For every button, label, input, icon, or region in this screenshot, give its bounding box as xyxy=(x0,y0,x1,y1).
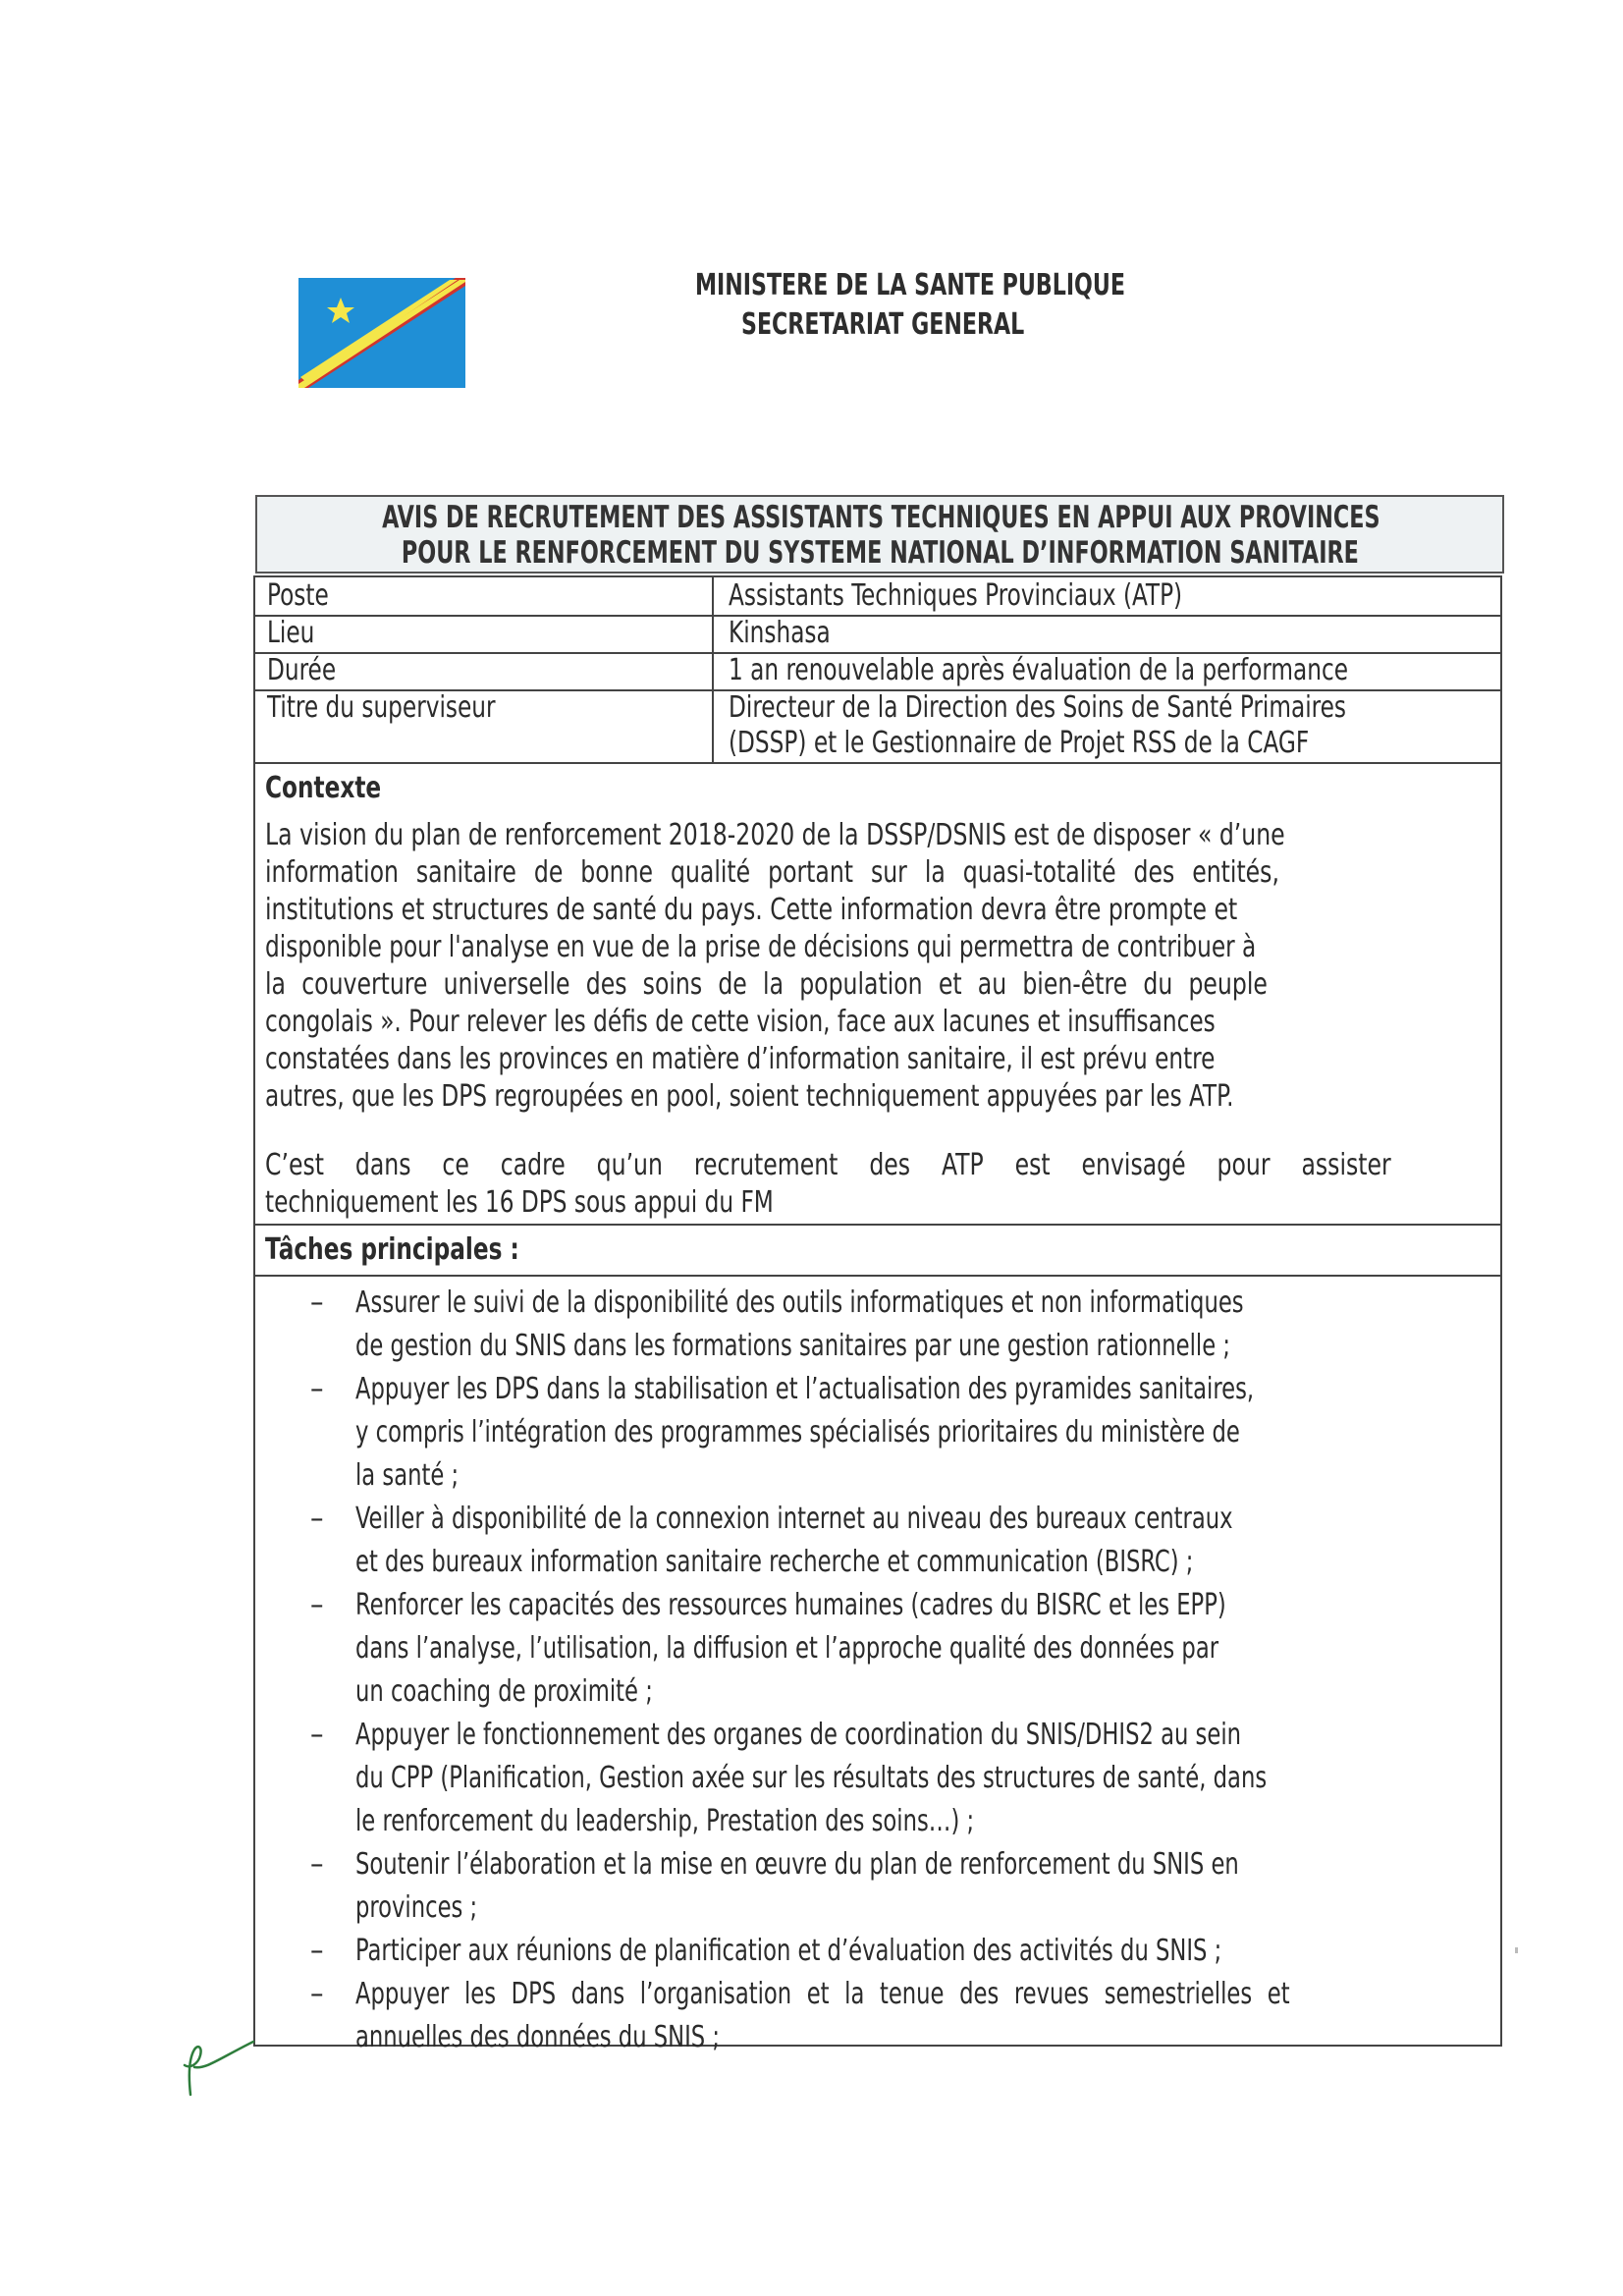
dash-bullet-icon: – xyxy=(310,1502,324,1536)
text-line: Participer aux réunions de planification et d’évaluation des activités du SNIS ; xyxy=(355,1934,1222,1968)
text-line: C’est dans ce cadre qu’un recrutement des ATP est envisagé pour assister xyxy=(265,1148,1391,1182)
ministry-name: MINISTERE DE LA SANTE PUBLIQUE xyxy=(695,268,1125,302)
text-line: la couverture universelle des soins de la population et au bien-être du peuple xyxy=(265,967,1268,1002)
text-line: institutions et structures de santé du pays. Cette information devra être prompte et xyxy=(265,893,1238,927)
text-line: annuelles des données du SNIS ; xyxy=(355,2020,721,2054)
text-line: congolais ». Pour relever les défis de cette vision, face aux lacunes et insuffisances xyxy=(265,1005,1216,1039)
tasks-heading: Tâches principales : xyxy=(265,1232,519,1267)
label-poste: Poste xyxy=(267,578,329,613)
dash-bullet-icon: – xyxy=(310,1588,324,1622)
text-line: information sanitaire de bonne qualité portant sur la quasi-totalité des entités, xyxy=(265,855,1279,890)
task-item xyxy=(265,1930,1492,1973)
text-line: Veiller à disponibilité de la connexion internet au niveau des bureaux centraux xyxy=(355,1502,1233,1536)
task-item xyxy=(265,1498,1492,1584)
text-line: autres, que les DPS regroupées en pool, soient techniquement appuyées par les ATP. xyxy=(265,1079,1234,1114)
tasks-list xyxy=(265,1282,1492,2059)
scan-speck xyxy=(1515,1947,1518,1953)
department-name: SECRETARIAT GENERAL xyxy=(741,307,1025,342)
task-item xyxy=(265,1282,1492,1368)
notice-title xyxy=(255,495,1504,574)
label-duree: Durée xyxy=(267,653,337,687)
value-superviseur-line1: Directeur de la Direction des Soins de Santé Primaires xyxy=(729,690,1346,725)
task-item xyxy=(265,1843,1492,1930)
dash-bullet-icon: – xyxy=(310,1285,324,1320)
text-line: un coaching de proximité ; xyxy=(355,1674,653,1709)
value-duree: 1 an renouvelable après évaluation de la performance xyxy=(729,653,1349,687)
text-line: la santé ; xyxy=(355,1458,460,1493)
drc-flag-icon xyxy=(298,278,465,388)
text-line: du CPP (Planification, Gestion axée sur les résultats des structures de santé, dans xyxy=(355,1761,1268,1795)
text-line: dans l’analyse, l’utilisation, la diffusion et l’approche qualité des données par xyxy=(355,1631,1219,1666)
context-paragraph-2 xyxy=(265,1147,1492,1222)
context-heading: Contexte xyxy=(265,771,382,805)
text-line: Soutenir l’élaboration et la mise en œuvre du plan de renforcement du SNIS en xyxy=(355,1847,1239,1882)
text-line: le renforcement du leadership, Prestation des soins…) ; xyxy=(355,1804,975,1838)
row-duree xyxy=(253,654,1502,691)
task-item xyxy=(265,1368,1492,1498)
text-line: Appuyer les DPS dans la stabilisation et l’actualisation des pyramides sanitaires, xyxy=(355,1372,1255,1406)
value-lieu: Kinshasa xyxy=(729,616,831,650)
text-line: provinces ; xyxy=(355,1890,478,1925)
text-line: disponible pour l'analyse en vue de la prise de décisions qui permettra de contribuer à xyxy=(265,930,1257,964)
task-item xyxy=(265,1584,1492,1714)
value-poste: Assistants Techniques Provinciaux (ATP) xyxy=(729,578,1183,613)
context-paragraph-1 xyxy=(265,817,1492,1116)
dash-bullet-icon: – xyxy=(310,1847,324,1882)
dash-bullet-icon: – xyxy=(310,1372,324,1406)
dash-bullet-icon: – xyxy=(310,1718,324,1752)
dash-bullet-icon: – xyxy=(310,1977,324,2011)
text-line: La vision du plan de renforcement 2018-2020 de la DSSP/DSNIS est de disposer « d’une xyxy=(265,818,1285,852)
text-line: Renforcer les capacités des ressources humaines (cadres du BISRC et les EPP) xyxy=(355,1588,1226,1622)
row-lieu xyxy=(253,617,1502,654)
notice-title-line2: POUR LE RENFORCEMENT DU SYSTEME NATIONAL D’INFORMATION SANITAIRE xyxy=(401,535,1359,571)
row-poste xyxy=(253,577,1502,617)
text-line: techniquement les 16 DPS sous appui du FM xyxy=(265,1185,774,1220)
notice-title-line1: AVIS DE RECRUTEMENT DES ASSISTANTS TECHNIQUES EN APPUI AUX PROVINCES xyxy=(382,500,1380,535)
text-line: Appuyer le fonctionnement des organes de coordination du SNIS/DHIS2 au sein xyxy=(355,1718,1242,1752)
row-superviseur xyxy=(253,691,1502,764)
task-item xyxy=(265,1714,1492,1843)
text-line: Assurer le suivi de la disponibilité des outils informatiques et non informatiques xyxy=(355,1285,1244,1320)
value-superviseur-line2: (DSSP) et le Gestionnaire de Projet RSS de la CAGF xyxy=(729,726,1310,760)
dash-bullet-icon: – xyxy=(310,1934,324,1968)
label-lieu: Lieu xyxy=(267,616,315,650)
handwritten-initial-icon xyxy=(177,2038,255,2097)
text-line: Appuyer les DPS dans l’organisation et la tenue des revues semestrielles et xyxy=(355,1977,1290,2011)
label-superviseur: Titre du superviseur xyxy=(267,690,496,725)
text-line: de gestion du SNIS dans les formations sanitaires par une gestion rationnelle ; xyxy=(355,1329,1231,1363)
text-line: y compris l’intégration des programmes spécialisés prioritaires du ministère de xyxy=(355,1415,1240,1449)
text-line: constatées dans les provinces en matière d’information sanitaire, il est prévu entre xyxy=(265,1042,1216,1076)
task-item xyxy=(265,1973,1492,2059)
text-line: et des bureaux information sanitaire recherche et communication (BISRC) ; xyxy=(355,1545,1194,1579)
